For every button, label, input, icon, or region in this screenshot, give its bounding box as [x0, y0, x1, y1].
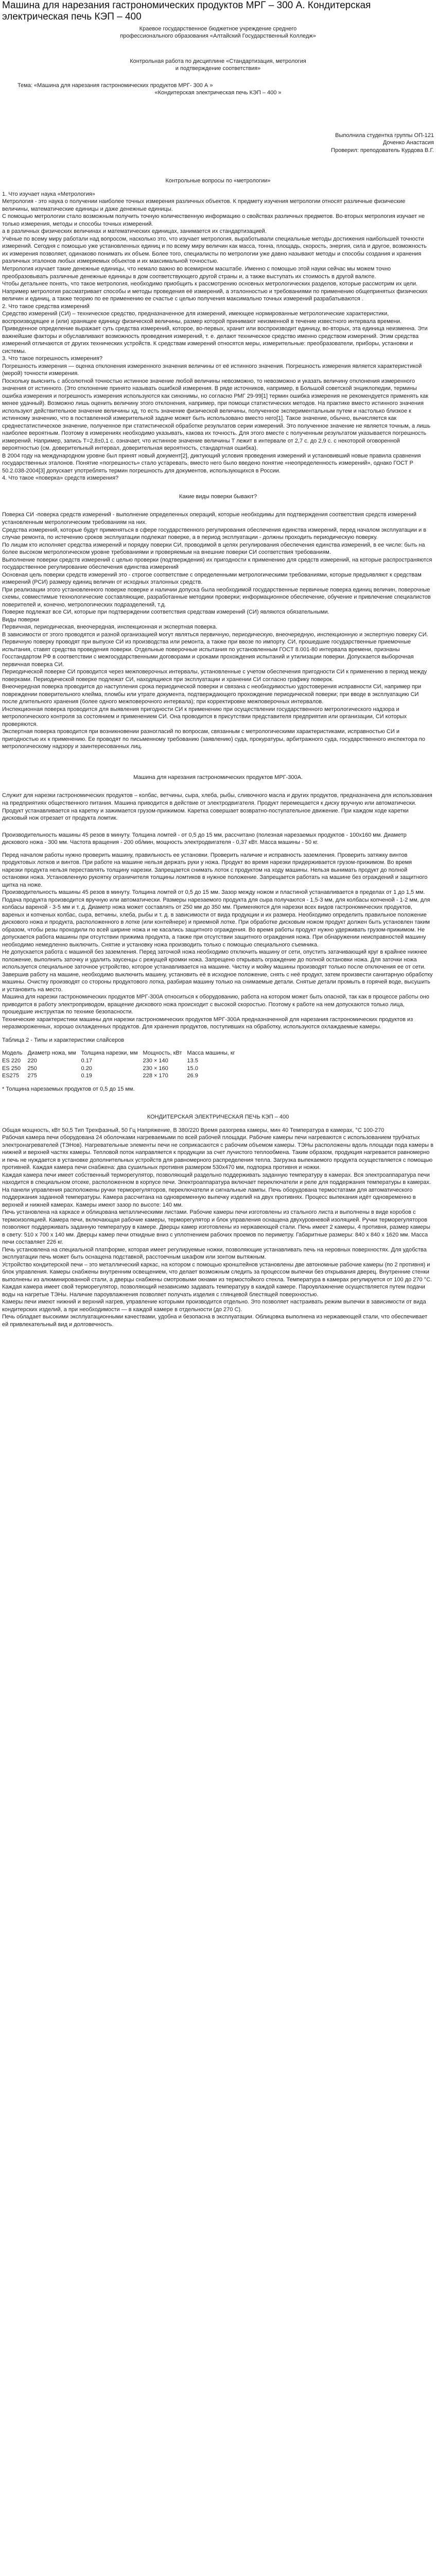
- paragraph: Печь обладает высокими эксплуатационными качествами, удобна и безопасна в эксплуатации. Облицовка выполнена из нержавеющей стали, что обеспечивает ей привлекательный вид и долговечность.: [2, 1314, 428, 1328]
- paragraph: Средства измерений, которые будут применяться в сфере государственного регулирования обеспечения единства измерений, перед началом эксплуатации и в случае ремонта, по истечению сроков эксплуатации подлежат поверке, а в период эксплуатации - должны проходить периодическую поверку.: [2, 527, 427, 541]
- paragraph: Каждая камера печи имеет собственный терморегулятор, позволяющий раздельно поддерживать заданную температуру в камерах. Вся электроаппаратура печи находится в специальном отсеке, расположенном в корпусе печи. Электроаппаратура включает переключатели и реле для поддержания температуры в камерах. На панели управления расположены ручки терморегуляторов, переключатели и сигнальные лампы. Печь оборудована термостатами для автоматического поддержания заданной температуры. Камера рассчитана на одновременную выпечку изделий на двух противнях. Процесс выпекания идёт одновременно в верхней и нижней камерах. Камеры имеют зазор по высоте: 140 мм.: [2, 1172, 431, 1208]
- paragraph: Первичную поверку проводят при выпуске СИ из производства или ремонта, а также при ввозе по импорту. СИ, прошедшие государственные приемочные испытания, ставят средства проведения поверки. Отдельные поверочные испытания по установленным ГОСТ 8.001-80 интервала времени, признаны Госстандартом РФ в соответствии с межгосударственными договорами и сроками прохождения испытаний и утилизации поверки. Допускается выборочная первичная поверка СИ.: [2, 639, 414, 668]
- kep-section: [2, 1127, 434, 1329]
- paragraph: Перед началом работы нужно проверить машину, правильность ее установки. Проверить наличие и исправность заземления. Проверить затяжку винтов продуктовых лотков и винтов. При работе на машине нельзя держать руки у ножа. Продукт во время нарезки придерживается грузом-прижимом. Во время нарезки продукта нельзя переставлять толщину нарезки. Запрещается снимать лоток с продуктом на ходу машины. Нельзя вынимать продукт до полной остановки ножа. Установленную рукоятку ограничителя толщины ломтиков в нужное положение. Запрещается работать на машине без ограждений и защитного щитка на ноже.: [2, 852, 428, 888]
- paragraph: 1. Что изучает наука «Метрология»: [2, 191, 95, 197]
- paragraph: Виды поверки: [2, 616, 39, 623]
- table-header-row: [2, 1049, 240, 1057]
- table-cell: ES 220: [2, 1057, 21, 1064]
- table-cell: ES 250: [2, 1065, 21, 1072]
- table-cell: 26.9: [187, 1073, 198, 1079]
- table-cell: 0.17: [81, 1057, 92, 1064]
- paragraph: Приведенное определение выражает суть средства измерений, которое, во-первых, хранит или воспроизводит единицу, во-вторых, эта единица неизменна. Эти важнейшие факторы и обуславливают возможность проведения измерений, т. е. делают техническое средство именно средством измерений. Этим средства измерений отличаются от других технических устройств. К средствам измерений относятся меры, измерительные: преобразователи, приборы, установки и системы.: [2, 326, 428, 354]
- paragraph: По лицам кто исполняет средства измерений и порядку поверки СИ, проводимой в целях регулирования обеспечения единства измерений, в ее числе: быть на более высоком метрологическом уровне требованиями и проверяемым на внешние поверки СИ соответствия требованиям.: [2, 541, 425, 556]
- table-caption: Таблица 2 - Типы и характеристики слайсеров: [2, 1037, 125, 1043]
- paragraph: В зависимости от этого проводятся и разной организацией могут являться первичную, периодическую, внеочередную, инспекционную и экспертную поверку СИ.: [2, 631, 428, 638]
- paragraph: а в различных физических величинах и математических единицах, занимается их стандартизацией.: [2, 228, 267, 235]
- author-line: Доченко Анастасия: [382, 140, 434, 146]
- mrg-heading: Машина для нарезания гастрономических продуктов МРГ-300А.: [133, 774, 303, 781]
- paragraph: Поскольку выяснить с абсолютной точностью истинное значение любой величины невозможно, то невозможно и указать величину отклонения измеренного значения от истинного. (Это отклонение принято называть ошибкой измерения. В ряде источников, например, в Большой советской энциклопедии, термины ошибка измерения и погрешность измерения используются как синонимы, но согласно РМГ 29-99[1] термин ошибка измерения не рекомендуется применять как менее удачный). Возможно лишь оценить величину этого отклонения, например, при помощи статистических методов. На практике вместо истинного значения используют действительное значение величины xд, то есть значение физической величины, полученное экспериментальным путем и настолько близкое к истинному значению, что в поставленной измерительной задаче может быть использовано вместо него[1]. Такое значение, обычно, вычисляется как среднестатистическое значение, полученное при статистической обработке результатов серии измерений. Это полученное значение не является точным, а лишь наиболее вероятным. Поэтому в измерениях необходимо указывать, какова их точность. Для этого вместе с полученным результатом указывается погрешность измерений. Например, запись T=2,8±0,1 c. означает, что истинное значение величины T лежит в интервале от 2,7 с. до 2,9 с. с некоторой оговоренной вероятностью (см. доверительный интервал, доверительная вероятность, стандартная ошибка).: [2, 378, 431, 452]
- paragraph: Производительность машины 45 резов в минуту. Толщина ломтей - от 0,5 до 15 мм, рассчитано (полезная нарезаемых продуктов - 100х160 мм. Диаметр дискового ножа - 300 мм. Частота вращения - 200 об/мин, мощность электродвигателя - 0,37 кВт. Масса машины - 50 кг.: [2, 832, 407, 846]
- org-line: Краевое государственное бюджетное учреждение среднего: [139, 25, 297, 32]
- table-cell: 230 × 140: [143, 1057, 168, 1064]
- slicer-spec-table: [2, 1049, 240, 1079]
- topic-line: «Кондитерская электрическая печь КЭП – 400 »: [154, 90, 282, 96]
- paragraph: Метрология - это наука о получении наиболее точных измерения различных объектов. К предмету изучения метрологии относят различные физические величины, математические единицы и даже денежные единицы.: [2, 198, 406, 212]
- paragraph: 3. Что такое погрешность измерения?: [2, 355, 102, 362]
- paragraph: Завершив работу на машине, необходимо выключить машину, установить её в исходное положение, снять с неё продукт, затем произвести санитарную обработку машины. Очистку производят со стороны продуктового лотка, разбирая машину только на снимаемые детали. Снятые детали промыть в горячей воде, высушить и установить на место.: [2, 971, 433, 993]
- mrg-intro: [2, 792, 434, 822]
- author-line: Проверил: преподователь Курдова В.Г.: [331, 147, 434, 154]
- table-header-cell: Толщина нарезки, мм: [81, 1050, 138, 1057]
- work-type-line: Контрольная работа по дисциплине «Стандартизация, метрология: [130, 58, 306, 64]
- table-cell: 0.20: [81, 1065, 92, 1072]
- kep-heading: КОНДИТЕРСКАЯ ЭЛЕКТРИЧЕСКАЯ ПЕЧЬ КЭП – 400: [147, 1114, 289, 1121]
- paragraph: Выполнение поверки средств измерений с целью проверки (подтверждения) их пригодности к применению для средств измерений, на которые распространяются государственное регулирование обеспечения единства измерений: [2, 556, 432, 571]
- paragraph: 2. Что такое средства измерений: [2, 303, 90, 310]
- paragraph: Экспертная поверка проводится при возникновении разногласий по вопросам, связанным с метрологическими характеристиками, исправностью СИ и пригодностью их к применению. Ее проводят по письменному требованию (заявлению) суда, прокуратуры, арбитражного суда, государственного инспектора по метрологическому надзору и заинтересованных лиц.: [2, 728, 425, 750]
- table-header-cell: Диаметр ножа, мм: [27, 1050, 76, 1057]
- paragraph: Первичная, периодическая, внеочередная, инспекционная и экспертная поверка.: [2, 624, 218, 631]
- table-cell: 275: [27, 1073, 37, 1079]
- paragraph: Основная цель поверки средств измерений это - строгое соответствие с определенными метрологическими требованиями, которые предъявляют к средствам измерений (РСИ) размеру единиц величин от исходных эталонных средств.: [2, 571, 422, 586]
- work-type: [2, 58, 434, 73]
- table-cell: 0.19: [81, 1073, 92, 1079]
- table-cell: 15.0: [187, 1065, 198, 1072]
- paragraph: Рабочая камера печи оборудована 24 оболочками нагреваемыми по всей рабочей площади. Рабочие камеры печи нагреваются с использованием трубчатых электронагревателей (ТЭНов). Нагревательные элементы печи не соприкасаются с рабочим объемом камеры. ТЭНы расположены вдоль площади пода камеры в нижней и верхней частях камеры. Тепловой поток направляется к продукции за счет лучистого теплообмена. Таким образом, продукция нагревается равномерно и печь не нуждается в установке дополнительных устройств для равномерного распределения тепла. Загрузка выпекаемого продукта осуществляется с помощью противней. Каждая камера печи снабжена: два сушильных противня размером 530x470 мм, подпорка противня и ножки.: [2, 1134, 433, 1171]
- mrg-description: [2, 832, 434, 1031]
- verification-section: [2, 511, 434, 751]
- paragraph: Чтобы детальнее понять, что такое метрология, необходимо приобщить к рассмотрению основных метрологических разделов, которые рассмотрим их цели. Например метрология рассматривает способы и методы проведения её измерений, а эталонностью и требованиями по применению общепринятых физических величин и единиц, а также теорию по ее применению ее счастье с целью получения максимально точных измерений разрабатываются .: [2, 281, 428, 302]
- document-title: Машина для нарезания гастрономических продуктов МРГ – 300 А. Кондитерская электрическая печь КЭП – 400: [2, 0, 371, 22]
- paragraph: Камеры печи имеют нижний и верхний нагрев, управление которыми производится отдельно. Это позволяет настраивать режим выпечки в зависимости от вида кондитерских изделий, а при необходимости — в каждой камере в отдельности (до 270 С).: [2, 1299, 426, 1313]
- work-type-line: и подтверждение соответствия»: [175, 65, 261, 72]
- paragraph: Поверке подлежат все СИ, которые при подтверждении соответствия средствам измерений (СИ) являются обязательными.: [2, 609, 329, 616]
- table-cell: 250: [27, 1065, 37, 1072]
- verification-heading: Какие виды поверки бывают?: [179, 493, 257, 500]
- table-cell: 230 × 160: [143, 1065, 168, 1072]
- paragraph: Печь установлена на специальной платформе, которая имеет регулируемые ножки, позволяющие устанавливать печь на неровных поверхностях. Для удобства эксплуатации печь может быть оснащена подставкой, расстоечным шкафом или зонтом вытяжным.: [2, 1246, 427, 1261]
- paragraph: Средство измерений (СИ) – техническое средство, предназначенное для измерений, имеющее нормированные метрологические характеристики, воспроизводящее и (или) хранящее единицу физической величины, размер которой принимают неизменной в течение известного интервала времени.: [2, 311, 402, 325]
- paragraph: 4. Что такое «поверка» средств измерения?: [2, 475, 119, 482]
- paragraph: Общая мощность, кВт 50,5 Тип Трехфазный, 50 Гц Напряжение, В 380/220 Время разогрева камеры, мин 40 Температура в камерах, °C 100-270: [2, 1127, 385, 1133]
- table-cell: 220: [27, 1057, 37, 1064]
- table-cell: 13.5: [187, 1057, 198, 1064]
- paragraph: Устройство кондитерской печи – это металлический каркас, на котором с помощью кронштейнов установлены две автономные рабочие камеры (по 2 противня) и блок управления. Камеры снабжены внутренним освещением, что делает возможным следить за процессом выпечки без открывания дверец. Внутренние стенки выполнены из алюминированной стали, а дверцы снабжены смотровыми окнами из термостойкого стекла. Температура в камерах регулируется от 100 до 270 °С.: [2, 1261, 432, 1283]
- table-header-cell: Мощность, кВт: [143, 1050, 182, 1057]
- table-note: * Толщина нарезаемых продуктов от 0,5 до 15 мм.: [2, 1086, 135, 1092]
- topic-line: Тема: «Машина для нарезания гастрономических продуктов МРГ- 300 А »: [18, 82, 213, 89]
- table-header-cell: Модель: [2, 1050, 23, 1057]
- table-row: [2, 1065, 240, 1073]
- table-cell: ES275: [2, 1073, 20, 1079]
- table-cell: 228 × 170: [143, 1073, 168, 1079]
- table-row: [2, 1057, 240, 1065]
- paragraph: Каждая камера имеет свой терморегулятор, позволяющий независимо задавать температуру в каждой камере. Пароувлажнение осуществляется путем подачи воды на нагретые ТЭНы. Наличие пароувлажнения позволяет получать изделия с глянцевой блестящей поверхностью.: [2, 1284, 425, 1298]
- paragraph: В 2004 году на международном уровне был принят новый документ[2], диктующий условия проведения измерений и установивший новые правила сравнения государственных эталонов. Понятие «погрешность» стало устаревать, вместо него было введено понятие «неопределенность измерений», однако ГОСТ Р 50.2.038-2004[3] допускает употреблять термин погрешность для документов, использующихся в России.: [2, 452, 421, 474]
- paragraph: Погрешность измерения — оценка отклонения измеренного значения величины от её истинного значения. Погрешность измерения является характеристикой (мерой) точности измерения.: [2, 363, 422, 377]
- org-line: профессионального образования «Алтайский Государственный Колледж»: [120, 33, 316, 40]
- org-name: [2, 25, 434, 40]
- table-row: [2, 1072, 240, 1080]
- paragraph: Производительность машины 45 резов в минуту. Толщина ломтей от 0,5 до 15 мм. Зазор между ножом и пластиной устанавливается в пределах от 1 до 1,5 мм. Подача продукта производится вручную или автоматически. Размеры нарезаемого продукта для сыра получаются - 1,5-3 мм, для колбасы копченой - 1-2 мм, для колбасы вареной - 3-5 мм и т. д. Диаметр ножа может составлять от 250 мм до 350 мм. Применяются для нарезки всех видов гастрономических продуктов, вареных и копченых колбас, сыра, ветчины, хлеба, рыбы и т. д. в зависимости от вида продукции и их размера. Необходимо определить правильное положение дискового ножа и продукта, расположенного в лотке (или контейнере) и приемной лотке. При обработке дисковым ножом продукт должен быть установлен таким образом, чтобы резы проходили по всей ширине ножа и не касались защитного ограждения. Во время работы продукт нужно удерживать грузом-прижимом. Не допускается работа машины при отсутствии прижима продукта, а также при отсутствии защитного ограждения ножа. При обнаружении неисправностей машину необходимо немедленно выключить. Снятие и установку ножа производить только с помощью специального съемника.: [2, 889, 430, 948]
- paragraph: Печь установлена на каркасе и облицована металлическими листами. Рабочие камеры печи изготовлены из стального листа и выполнены в виде коробов с термоизоляцией. Камера печи, включающая рабочие камеры, терморегулятор и блок управления оснащена двухуровневой изоляцией. Ручки терморегуляторов позволяют поддерживать заданную температуру в камере. Дверцы камер изготовлены из нержавеющей стали. Печь имеет 2 камеры, 4 противня, размер камеры в свету: 510 х 700 х 140 мм. Дверцы камер печи откидные вниз с уплотнением рабочих проемов по периметру. Габаритные размеры: 840 х 840 х 1620 мм. Масса печи составляет 226 кг.: [2, 1209, 430, 1246]
- paragraph: Машина для нарезки гастрономических продуктов МРГ-300А относиться к оборудованию, работа на котором может быть опасной, так как в процессе работы оно приводится в работу электроприводом, вращение дискового ножа происходит с высокой скоростью. Поэтому к работе на нем допускаются только лица, прошедшие инструктаж по технике безопасности.: [2, 994, 429, 1015]
- paragraph: При реализации этого установленного поверке поверке и наличии допуска была необходимой государственные первичные поверка единиц величин, поверочные схемы, совместимые технологические составляющие, разработанные методики проверки; информационное обеспечение, обучение и привлечение специалистов поверителей и, конечно, метрологических подразделений, т.д.: [2, 586, 431, 608]
- paragraph: Периодической поверке СИ проводится через межповерочных интервалы, установленные с учетом обеспечения пригодности СИ к применению в период между поверками. Периодической поверке подлежат СИ, находящиеся при эксплуатации и хранении СИ согласно графику поверок.: [2, 669, 427, 683]
- table-header-cell: Масса машины, кг: [187, 1050, 235, 1057]
- paragraph: Не допускается работа с машиной без заземления. Перед заточкой ножа необходимо отключить машину от сети, опустить затачивающий круг в крайнее нижнее положение, выполнить заточку и удалить заусенцы с режущей кромки ножа. Запрещено открывать ограждение до полной остановки ножа. Для заточки ножа используется специальное заточное устройство, которое устанавливается на машине. Чистку и мойку машины производят только после отключения ее от сети.: [2, 949, 427, 971]
- questions-heading: Контрольные вопросы по «метрологии»: [165, 178, 271, 184]
- paragraph: Внеочередная поверка проводится до наступления срока периодической поверки и связана с необходимостью удостоверения исправности СИ, например при повреждении поверительного клейма, пломбы или утрате документа, подтверждающего прохождение периодической поверки; при вводе в эксплуатацию СИ после длительного хранения (более одного межповерочного интервала); при корректировке межповерочных интервалов.: [2, 684, 422, 705]
- paragraph: Метрология изучает такие денежные единицы, что немало важно во всемирном масштабе. Именно с помощью этой науки сейчас мы можем точно преобразовывать различные денежные единицы в дом соответствующего другой страны и, а также выступать их стоимость в другой валюте.: [2, 266, 391, 280]
- paragraph: Технические характеристики машины для нарезки гастрономических продуктов МРГ-300А предназначенной для нарезания гастрономических продуктов из неразмороженных, хорошо охлажденных продуктов. Для хранения продуктов, поступивших на обработку, используются охлаждаемые камеры.: [2, 1016, 413, 1030]
- paragraph: С помощью метрологии стало возможным получить точную количественную информацию о свойствах различных предметов. Во-вторых метрология изучает не только измерения, методы и способы точных измерений.: [2, 213, 425, 227]
- paragraph: Поверка СИ -поверка средств измерений - выполнение определенных операций, которые необходимы для подтверждения соответствия средств измерений установленным метрологическим требованиям на них.: [2, 512, 416, 526]
- metrology-section: [2, 191, 434, 482]
- topic-block: [2, 82, 434, 97]
- paragraph: Служит для нарезки гастрономических продуктов – колбас, ветчины, сыра, хлеба, рыбы, сливочного масла и других продуктов, предназначена для использования на предприятиях общественного питания. Машина приводится в действие от электродвигателя. Продукт перемещается к диску вручную или автоматически. Продукт устанавливается на каретку и зажимается грузом-прижимом. Каретка совершает возвратно-поступательное движение. При каждом ходе каретки дисковый нож отрезает от продукта ломтик.: [2, 792, 432, 822]
- paragraph: Учёные по всему миру работали над вопросом, насколько это, что изучает метрология, выработывали специальные методы достижения наибольшей точности измерений. Сегодня с помощью уже установленных единиц и по всему миру величин как масса, тонна, площадь, скорость, энергия, сила и другое, возможность их измерения позволяет, одинаково понимать их объем. Более того, специалисты по метрологии уже давно называют методы и способы создания и хранения различных эталонов любых измеряемых объектов и их максимальной точностью.: [2, 235, 427, 265]
- author-line: Выполнила студентка группы ОП-121: [335, 132, 434, 139]
- author-block: [2, 132, 434, 155]
- paragraph: Инспекционная поверка проводится для выявления пригодности СИ к применению при осуществлении государственного метрологического надзора и метрологического контроля за состоянием и применением СИ. Она проводится в присутствии представителя предприятия или организации, СИ которых проверяются.: [2, 706, 407, 727]
